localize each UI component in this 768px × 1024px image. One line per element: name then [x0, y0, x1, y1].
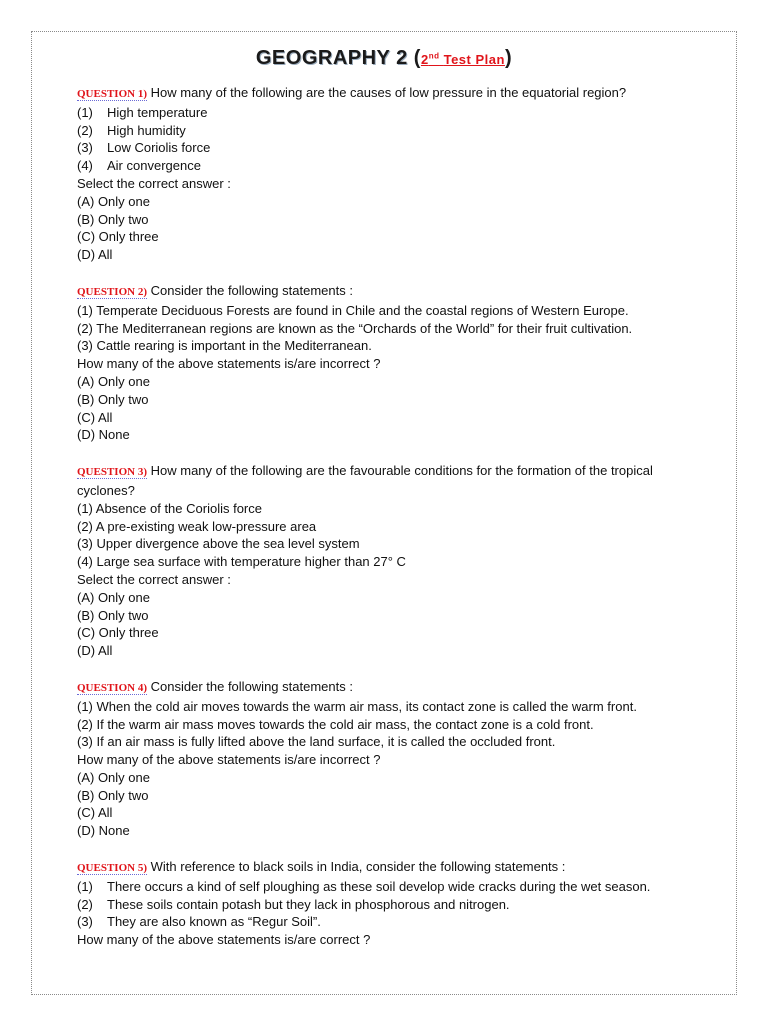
- question-5-text: With reference to black soils in India, consider the following statements :: [150, 859, 566, 875]
- q5-item-3: [77, 913, 702, 931]
- q5-item-2-text: These soils contain potash but they lack in phosphorous and nitrogen.: [107, 896, 510, 912]
- question-1-text: How many of the following are the causes of low pressure in the equatorial region?: [150, 85, 627, 100]
- question-2-stem: [77, 282, 702, 302]
- q1-item-2-num: (2): [77, 122, 93, 138]
- q4-prompt: How many of the above statements is/are incorrect ?: [77, 752, 381, 768]
- q1-item-1-num: (1): [77, 104, 93, 120]
- q1-option-b: (B) Only two: [77, 211, 149, 227]
- question-3: [77, 462, 702, 660]
- q1-prompt: Select the correct answer :: [77, 175, 231, 191]
- q3-option-b: (B) Only two: [77, 607, 149, 623]
- q2-statement-1: (1) Temperate Deciduous Forests are found in Chile and the coastal regions of Western Europe.: [77, 302, 629, 318]
- question-2: [77, 282, 702, 444]
- q1-item-2-text: High humidity: [107, 122, 186, 138]
- question-4: [77, 678, 702, 840]
- q4-option-b: (B) Only two: [77, 787, 149, 803]
- q1-option-d: (D) All: [77, 247, 113, 263]
- q1-option-a: (A) Only one: [77, 193, 150, 209]
- title-paren-close: ): [504, 47, 513, 69]
- q3-option-c: (C) Only three: [77, 625, 159, 641]
- question-5-label: QUESTION 5): [77, 862, 147, 875]
- q3-option-a: (A) Only one: [77, 589, 150, 605]
- question-2-text: Consider the following statements :: [150, 282, 353, 298]
- title-sup-num: 2: [420, 52, 429, 67]
- question-5-stem: [77, 858, 702, 878]
- q2-option-c: (C) All: [77, 409, 113, 425]
- question-list: [77, 84, 702, 967]
- q2-option-a: (A) Only one: [77, 373, 150, 389]
- title-paren-open: (: [413, 47, 421, 69]
- q5-item-3-text: They are also known as “Regur Soil”.: [107, 914, 321, 930]
- question-1-stem: [77, 84, 702, 104]
- q1-item-1-text: High temperature: [107, 104, 208, 120]
- question-3-label: QUESTION 3): [77, 466, 147, 479]
- title-sup-suffix: nd: [428, 51, 440, 61]
- page-title: [0, 47, 768, 70]
- q1-item-1: [77, 104, 702, 122]
- question-3-text: How many of the following are the favourable conditions for the formation of the tropical cyclones?: [77, 463, 653, 498]
- q2-prompt: How many of the above statements is/are incorrect ?: [77, 356, 381, 372]
- q5-item-1-text: There occurs a kind of self ploughing as these soil develop wide cracks during the wet season.: [107, 878, 651, 894]
- q2-option-d: (D) None: [77, 427, 130, 443]
- q1-item-4-text: Air convergence: [107, 158, 201, 174]
- question-4-text: Consider the following statements :: [150, 678, 353, 694]
- q4-option-d: (D) None: [77, 823, 130, 839]
- q3-statement-2: (2) A pre-existing weak low-pressure area: [77, 518, 317, 534]
- question-5: [77, 858, 702, 949]
- q5-item-2: [77, 896, 702, 914]
- q3-prompt: Select the correct answer :: [77, 571, 231, 587]
- q2-option-b: (B) Only two: [77, 391, 149, 407]
- q5-prompt: How many of the above statements is/are correct ?: [77, 932, 371, 948]
- q3-statement-4: (4) Large sea surface with temperature higher than 27° C: [77, 554, 406, 570]
- q1-item-3-text: Low Coriolis force: [107, 140, 211, 156]
- title-subtitle: [421, 52, 505, 67]
- title-main: GEOGRAPHY 2: [255, 47, 408, 69]
- q5-item-2-num: (2): [77, 896, 93, 912]
- q1-item-3: [77, 139, 702, 157]
- q1-item-2: [77, 122, 702, 140]
- question-1: [77, 84, 702, 264]
- q5-item-1: [77, 878, 702, 896]
- q4-option-a: (A) Only one: [77, 769, 150, 785]
- q2-statement-2: (2) The Mediterranean regions are known as the “Orchards of the World” for their fruit cultivation.: [77, 320, 633, 336]
- question-3-stem: [77, 462, 702, 500]
- q4-statement-1: (1) When the cold air moves towards the warm air mass, its contact zone is called the warm front.: [77, 698, 637, 714]
- q1-item-3-num: (3): [77, 140, 93, 156]
- q3-option-d: (D) All: [77, 643, 113, 659]
- q5-item-3-num: (3): [77, 914, 93, 930]
- q3-statement-3: (3) Upper divergence above the sea level system: [77, 536, 360, 552]
- question-4-label: QUESTION 4): [77, 681, 147, 694]
- q5-item-1-num: (1): [77, 878, 93, 894]
- question-2-label: QUESTION 2): [77, 285, 147, 298]
- q4-statement-3: (3) If an air mass is fully lifted above the land surface, it is called the occluded front.: [77, 734, 556, 750]
- q1-item-4: [77, 157, 702, 175]
- title-sub-text: Test Plan: [443, 52, 505, 67]
- question-1-label: QUESTION 1): [77, 88, 147, 100]
- question-4-stem: [77, 678, 702, 698]
- q1-item-4-num: (4): [77, 158, 93, 174]
- q4-statement-2: (2) If the warm air mass moves towards the cold air mass, the contact zone is a cold front.: [77, 716, 594, 732]
- q2-statement-3: (3) Cattle rearing is important in the Mediterranean.: [77, 338, 372, 354]
- q1-option-c: (C) Only three: [77, 229, 159, 245]
- q4-option-c: (C) All: [77, 805, 113, 821]
- q3-statement-1: (1) Absence of the Coriolis force: [77, 500, 262, 516]
